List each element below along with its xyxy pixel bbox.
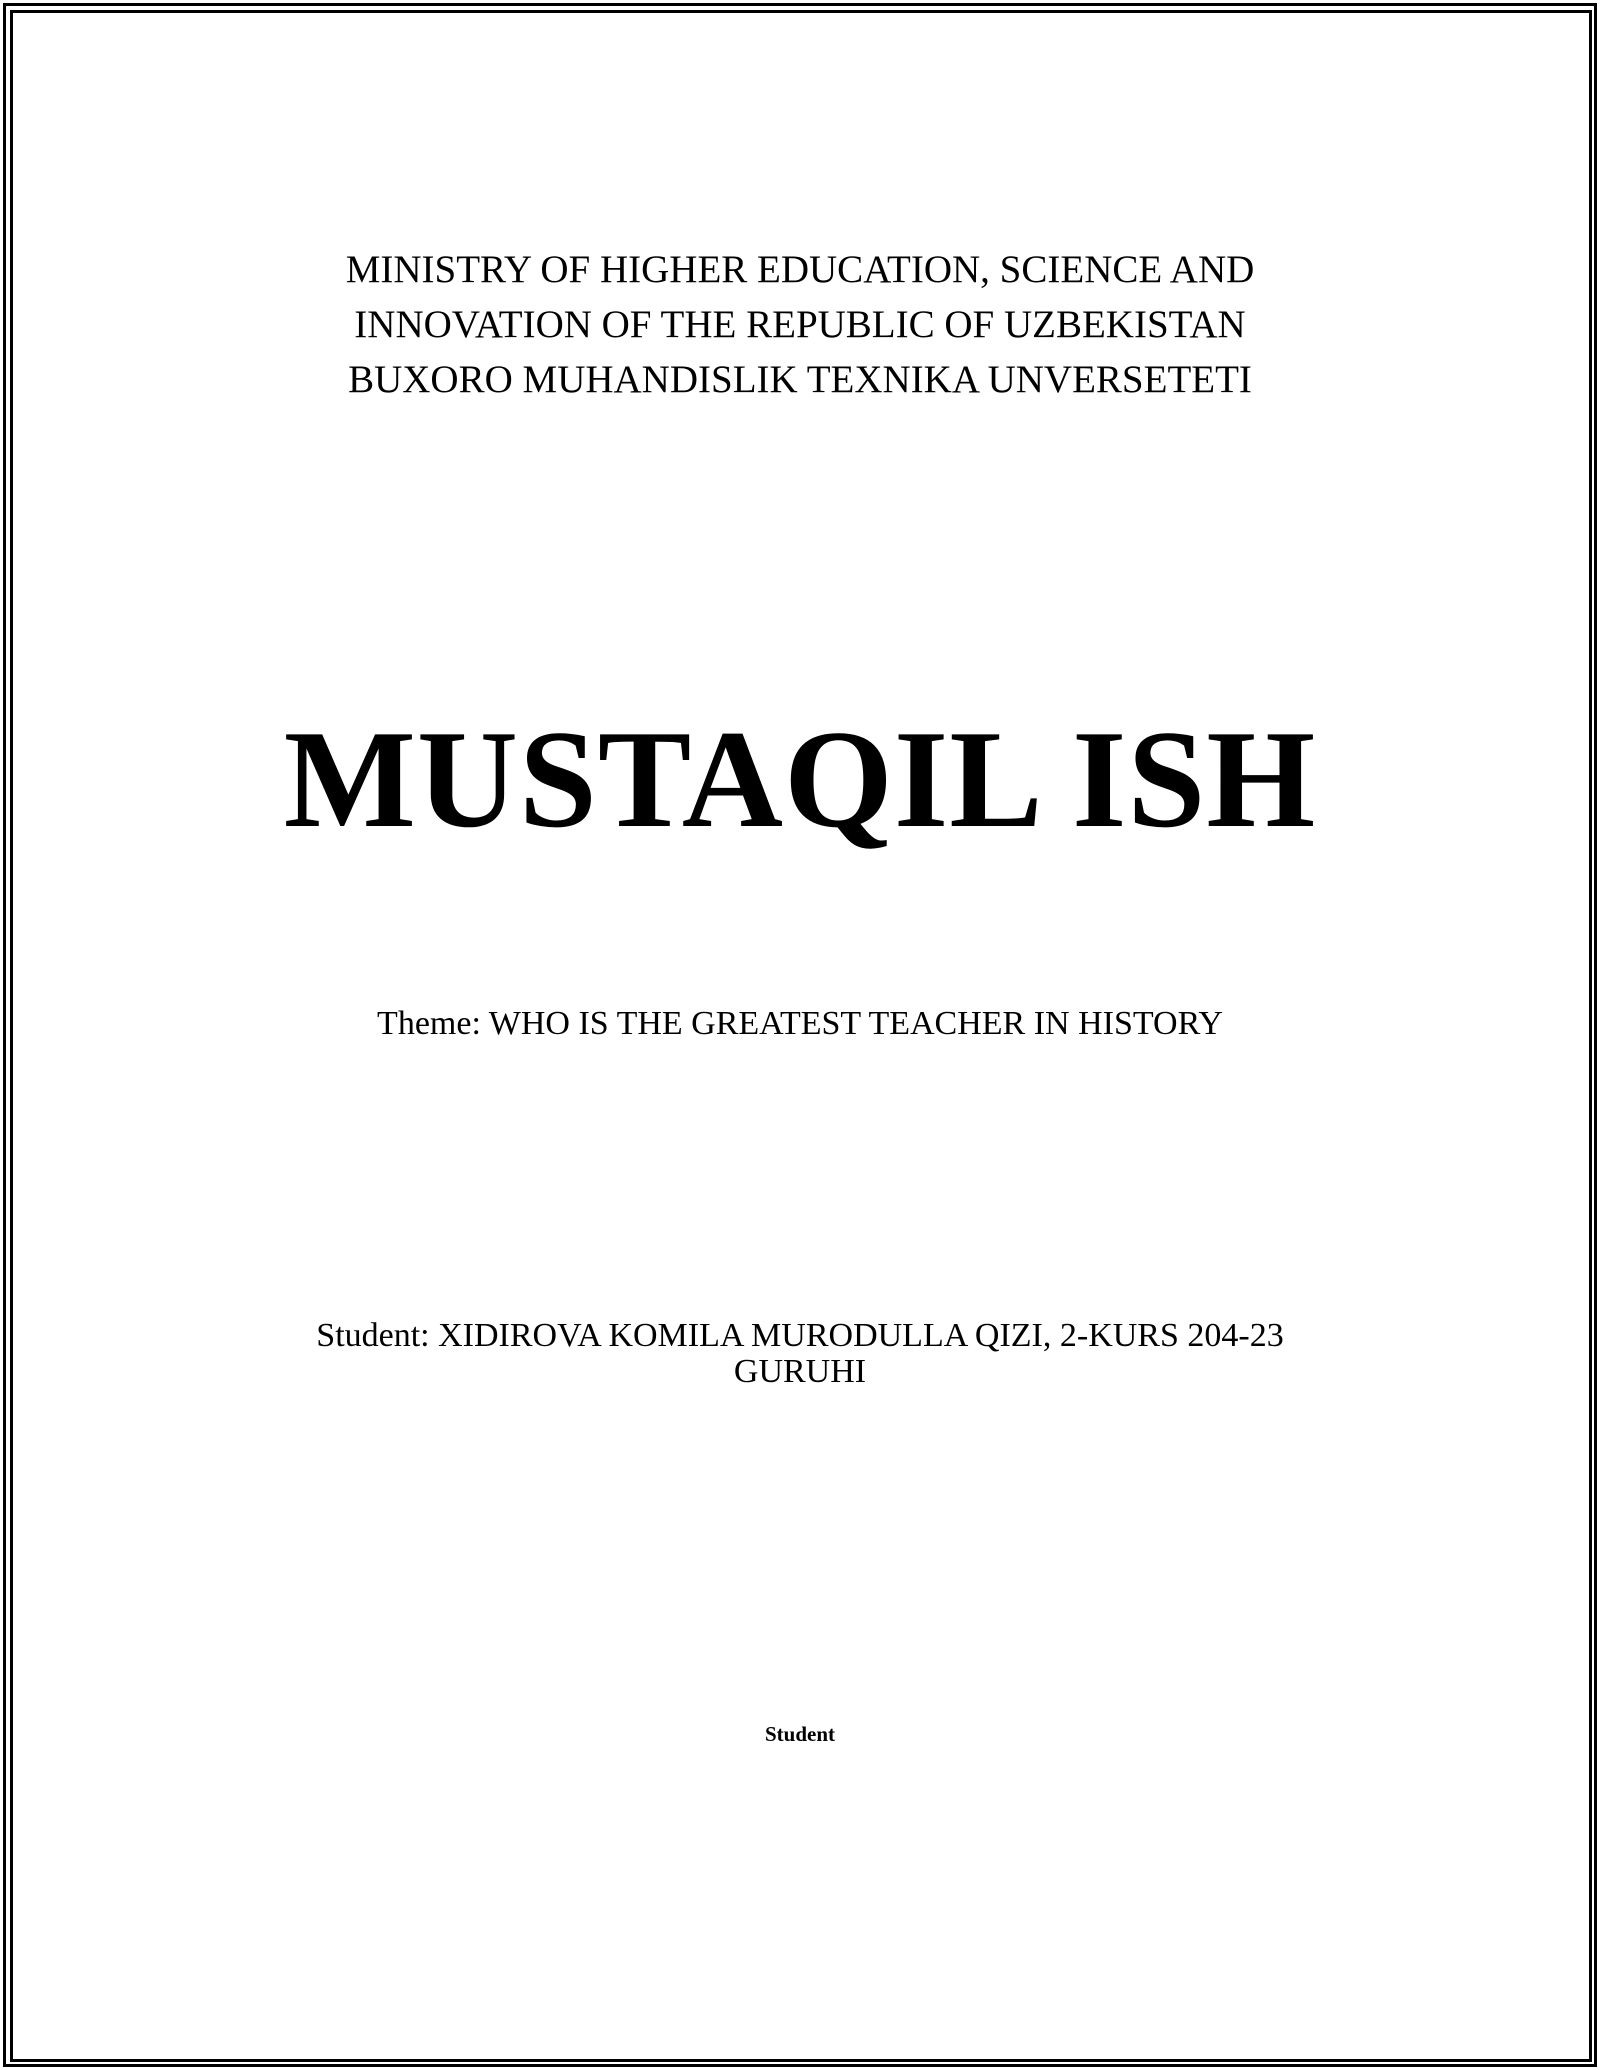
footer-student-label: Student — [764, 1722, 836, 1746]
header-line-2: INNOVATION OF THE REPUBLIC OF UZBEKISTAN — [354, 303, 1246, 346]
student-line-1: Student: XIDIROVA KOMILA MURODULLA QIZI, 2-KURS 204-23 — [316, 1317, 1284, 1354]
header-line-1: MINISTRY OF HIGHER EDUCATION, SCIENCE AND — [345, 248, 1255, 291]
student-info — [0, 1318, 1600, 1390]
header-line-3: BUXORO MUHANDISLIK TEXNIKA UNVERSETETI — [348, 358, 1252, 401]
student-line-2: GURUHI — [733, 1353, 867, 1390]
theme-line: Theme: WHO IS THE GREATEST TEACHER IN HISTORY — [377, 1005, 1223, 1042]
document-title: MUSTAQIL ISH — [283, 702, 1317, 857]
institution-header — [0, 242, 1600, 407]
